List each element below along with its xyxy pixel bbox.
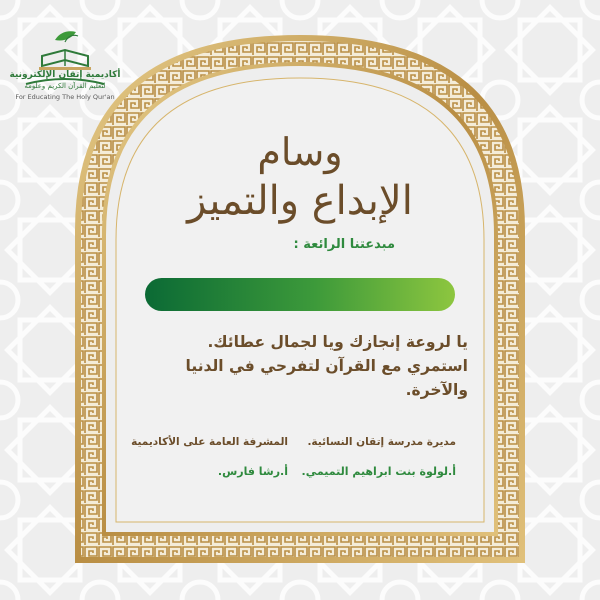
signature-title-1: مديرة مدرسة إتقان النسائية. xyxy=(307,436,456,448)
logo-english: For Educating The Holy Qur'an xyxy=(15,93,115,101)
logo-subtitle: لتعليم القرآن الكريم وعلومه xyxy=(24,82,106,90)
certificate-title-line1: وسام xyxy=(257,130,343,174)
certificate-message: يا لروعة إنجازك ويا لجمال عطائك. استمري مع القرآن لتفرحي في الدنيا والآخرة. xyxy=(185,333,468,399)
logo-name: أكاديمية إتقان الإلكترونية xyxy=(9,70,121,80)
signature-title-2: المشرفة العامة على الأكاديمية xyxy=(131,436,288,448)
signature-name-2: أ.رشا فارس. xyxy=(217,465,288,478)
signature-name-1: أ.لولوة بنت ابراهيم التميمي. xyxy=(301,465,456,478)
certificate-title-line2: الإبداع والتميز xyxy=(187,178,413,224)
recipient-name-bar[interactable] xyxy=(145,278,455,311)
recipient-label: مبدعتنا الرائعة : xyxy=(293,237,395,252)
